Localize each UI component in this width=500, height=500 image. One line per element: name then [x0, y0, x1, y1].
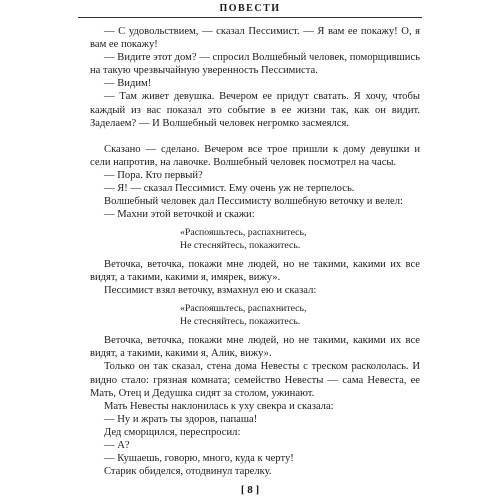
paragraph: — Видим! — [104, 78, 152, 90]
paragraph: — Там живет девушка. Вечером ее придут сватать. Я хочу, чтобы каждый из вас показал это событие в ее жизни так, как он видит. Заделаем? — И Волшебный человек негромко засмеялся. — [90, 91, 420, 129]
paragraph: — С удовольствием, — сказал Пессимист. — Я вам ее покажу! О, я вам ее покажу! — [90, 26, 420, 51]
paragraph: Веточка, веточка, покажи мне людей, но не такими, какими их все видят, а такими, какими я, Алик, вижу». — [90, 335, 420, 360]
paragraph: — А? — [104, 439, 130, 451]
paragraph: Волшебный человек дал Пессимисту волшебную веточку и велел: — [104, 196, 403, 208]
paragraph: — Махни этой веточкой и скажи: — [104, 209, 255, 221]
verse-line: «Распояшьтесь, распахнитесь, — [180, 227, 307, 239]
running-header-title: ПОВЕСТИ — [219, 3, 281, 14]
verse-line: Не стесняйтесь, покажитесь. — [180, 239, 301, 251]
page-body — [90, 25, 420, 478]
paragraph: Только он так сказал, стена дома Невесты с треском раскололась. И видно стало: грязная комната; семейство Невесты — сама Невеста, ее Мать, Отец и Дедушка сидят за столом, ужинают. — [90, 361, 420, 399]
verse-block — [90, 227, 420, 252]
paragraph: — Видите этот дом? — спросил Волшебный человек, поморщившись на такую чрезвычайную уверенность Пессимиста. — [90, 52, 420, 77]
verse-block — [90, 303, 420, 328]
verse-line: «Распояшьтесь, распахнитесь, — [180, 303, 307, 315]
paragraph: Сказано — сделано. Вечером все трое пришли к дому девушки и сели напротив, на лавочке. Волшебный человек посмотрел на часы. — [90, 143, 420, 168]
paragraph: Пессимист взял веточку, взмахнул ею и сказал: — [104, 285, 317, 297]
paragraph: Старик обиделся, отодвинул тарелку. — [104, 466, 272, 478]
page-number: [ 8 ] — [240, 484, 260, 496]
paragraph: — Ну и жрать ты здоров, папаша! — [104, 413, 258, 425]
paragraph: Мать Невесты наклонилась к уху свекра и сказала: — [104, 400, 334, 412]
header-rule — [78, 17, 422, 18]
running-header — [0, 0, 500, 22]
paragraph: Дед сморщился, переспросил: — [104, 426, 241, 438]
paragraph: — Пора. Кто первый? — [104, 169, 203, 181]
paragraph: Веточка, веточка, покажи мне людей, но не такими, какими их все видят, а такими, какими я, имярек, вижу». — [90, 259, 420, 284]
paragraph: — Кушаешь, говорю, много, куда к черту! — [104, 453, 294, 465]
paragraph: — Я! — сказал Пессимист. Ему очень уж не терпелось. — [104, 183, 355, 195]
verse-line: Не стесняйтесь, покажитесь. — [180, 315, 301, 327]
